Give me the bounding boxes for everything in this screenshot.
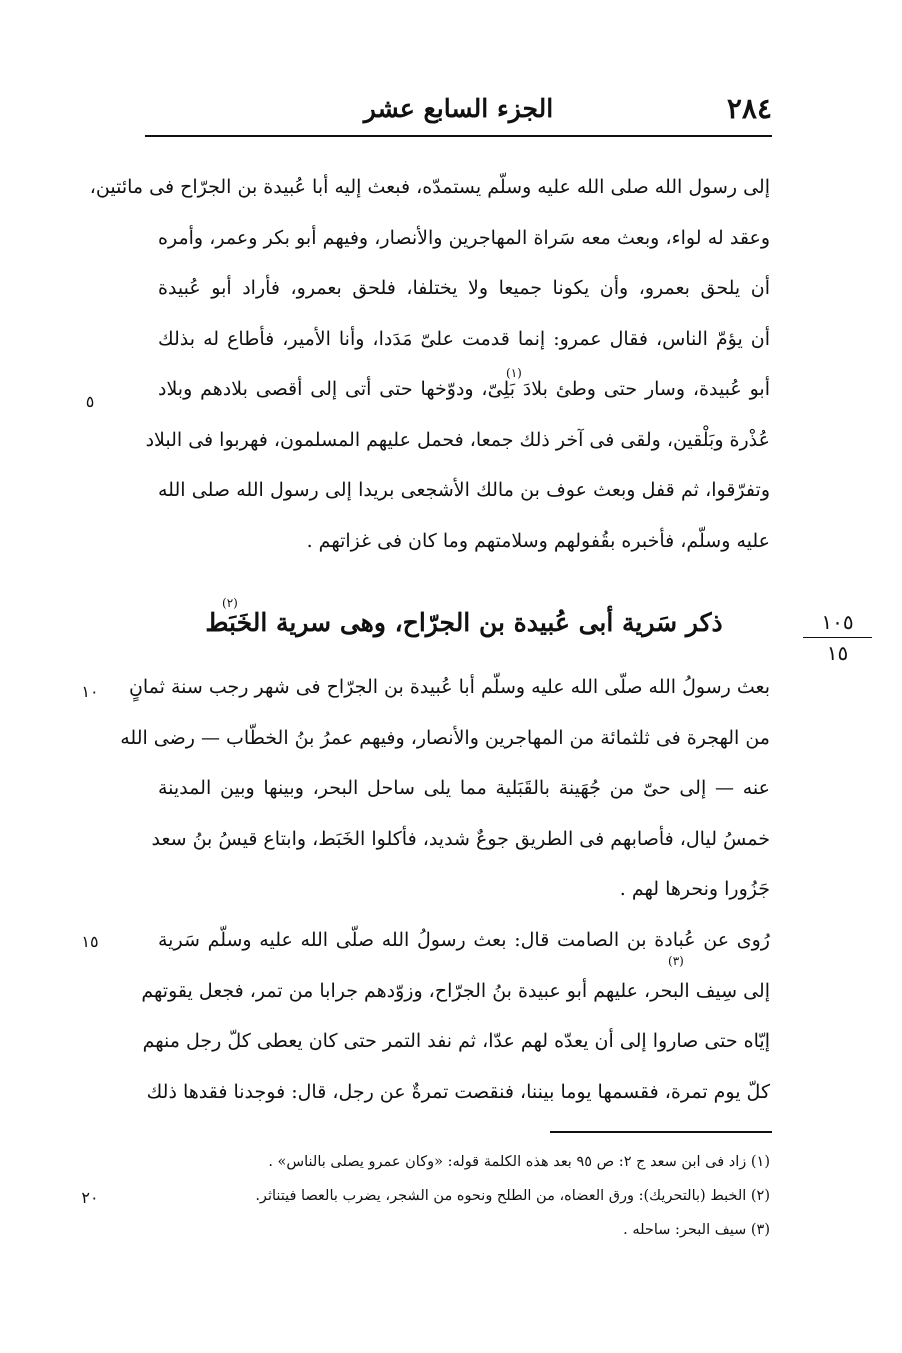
page-number: ٢٨٤ [726, 92, 772, 125]
footnote-marker-2: (٢) [222, 596, 238, 610]
footnote-marker-1: (١) [506, 366, 522, 380]
header-rule [145, 135, 772, 137]
original-page-top: ١٠٥ [821, 610, 854, 634]
page-header [145, 92, 772, 132]
margin-line-number: ١٥ [81, 932, 99, 951]
margin-line-number: ٢٠ [81, 1188, 99, 1207]
text-line: رُوى عن عُبادة بن الصامت قال: بعث رسولُ الله صلّى الله عليه وسلّم سَرية [158, 929, 770, 951]
original-page-rule [803, 637, 872, 638]
margin-line-number: ٥ [85, 392, 95, 411]
text-line: كلّ يوم تمرة، فقسمها يوما بيننا، فنقصت تمرةٌ عن رجل، قال: فوجدنا فقدها ذلك [146, 1080, 770, 1103]
section-heading: ذكر سَرية أبى عُبيدة بن الجرّاح، وهى سرية الخَبَط [205, 608, 723, 637]
footnote-marker-3: (٣) [668, 954, 684, 968]
footnote-2: (٢) الخبط (بالتحريك): ورق العضاه، من الطلح ونحوه من الشجر، يضرب بالعصا فيتناثر. [255, 1188, 770, 1204]
text-line: من الهجرة فى ثلثمائة من المهاجرين والأنصار، وفيهم عمرُ بنُ الخطّاب — رضى الله [120, 726, 770, 749]
text-line: عليه وسلّم، فأخبره بقُفولهم وسلامتهم وما كان فى غزاتهم . [306, 529, 770, 552]
text-line: خمسُ ليال، فأصابهم فى الطريق جوعٌ شديد، فأكلوا الخَبَط، وابتاع قيسُ بنُ سعد [151, 827, 770, 850]
text-line: أبو عُبيدة، وسار حتى وطئ بلادَ بَلِىّ، ودوّخها حتى أتى إلى أقصى بلادهم وبلاد [158, 378, 770, 400]
margin-line-number: ١٠ [81, 682, 99, 701]
text-line: بعث رسولُ الله صلّى الله عليه وسلّم أبا عُبيدة بن الجرّاح فى شهر رجب سنة ثمانٍ [128, 676, 770, 698]
text-line: أن يلحق بعمرو، وأن يكونا جميعا ولا يختلفا، فلحق بعمرو، فأراد أبو عُبيدة [158, 277, 770, 299]
paragraph-2 [120, 662, 770, 915]
footnote-3: (٣) سيف البحر: ساحله . [623, 1222, 770, 1238]
running-title: الجزء السابع عشر [363, 94, 554, 123]
text-line: جَزُورا ونحرها لهم . [619, 878, 770, 900]
original-page-bottom: ١٥ [826, 641, 849, 665]
footnotes [158, 1145, 770, 1247]
text-line: أن يؤمّ الناس، فقال عمرو: إنما قدمت علىّ مَدَدا، وأنا الأمير، فأطاع له بذلك [158, 327, 770, 350]
paragraph-1 [89, 162, 770, 566]
text-line: وعقد له لواء، وبعث معه سَراة المهاجرين والأنصار، وفيهم أبو بكر وعمر، وأمره [158, 226, 770, 249]
text-line: إلى رسول الله صلى الله عليه وسلّم يستمدّه، فبعث إليه أبا عُبيدة بن الجرّاح فى مائتين، [89, 176, 770, 198]
text-line: إلى سِيف البحر، عليهم أبو عبيدة بنُ الجرّاح، وزوّدهم جرابا من تمر، فجعل يقوتهم [141, 979, 770, 1002]
text-line: وتفرّقوا، ثم قفل وبعث عوف بن مالك الأشجعى بريدا إلى رسول الله صلى الله [158, 479, 770, 501]
text-line: عُذْرة وبَلْقين، ولقى فى آخر ذلك جمعا، فحمل عليهم المسلمون، فهربوا فى البلاد [145, 428, 770, 451]
footnote-separator [550, 1131, 772, 1133]
footnote-1: (١) زاد فى ابن سعد ج ٢: ص ٩٥ بعد هذه الكلمة قوله: «وكان عمرو يصلى بالناس» . [268, 1154, 770, 1170]
text-line: إيّاه حتى صاروا إلى أن يعدّه لهم عدّا، ثم نفد التمر حتى كان يعطى كلّ رجل منهم [142, 1030, 770, 1052]
paragraph-3 [141, 915, 770, 1117]
original-page-reference [795, 610, 880, 665]
text-line: عنه — إلى حىّ من جُهَينة بالقَبَلية مما يلى ساحل البحر، وبينها وبين المدينة [158, 777, 770, 799]
